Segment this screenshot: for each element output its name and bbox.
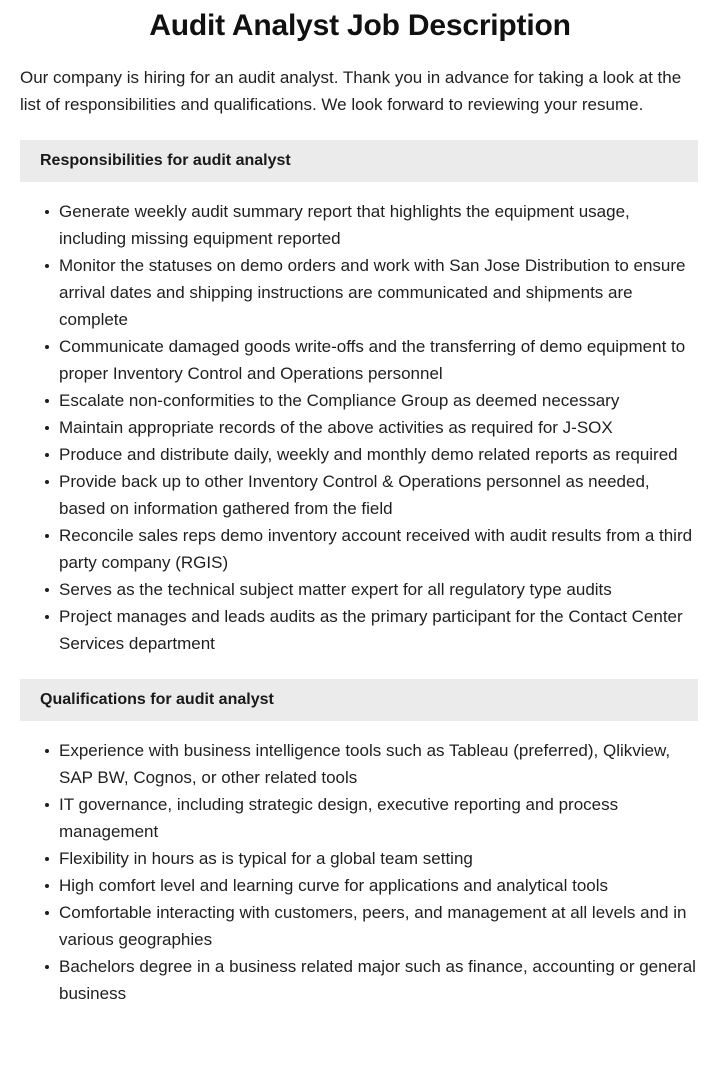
list-item: High comfort level and learning curve for applications and analytical tools bbox=[20, 872, 698, 899]
list-item: Escalate non-conformities to the Compliance Group as deemed necessary bbox=[20, 387, 698, 414]
list-item: Reconcile sales reps demo inventory account received with audit results from a third party company (RGIS) bbox=[20, 522, 698, 576]
list-item: IT governance, including strategic design, executive reporting and process management bbox=[20, 791, 698, 845]
list-item: Flexibility in hours as is typical for a global team setting bbox=[20, 845, 698, 872]
responsibilities-section bbox=[0, 140, 720, 657]
list-item: Communicate damaged goods write-offs and the transferring of demo equipment to proper Inventory Control and Operations personnel bbox=[20, 333, 698, 387]
list-item: Generate weekly audit summary report that highlights the equipment usage, including missing equipment reported bbox=[20, 198, 698, 252]
qualifications-list bbox=[0, 721, 720, 1007]
list-item: Project manages and leads audits as the primary participant for the Contact Center Services department bbox=[20, 603, 698, 657]
list-item: Serves as the technical subject matter expert for all regulatory type audits bbox=[20, 576, 698, 603]
list-item: Experience with business intelligence tools such as Tableau (preferred), Qlikview, SAP BW, Cognos, or other related tools bbox=[20, 737, 698, 791]
list-item: Provide back up to other Inventory Control & Operations personnel as needed, based on information gathered from the field bbox=[20, 468, 698, 522]
list-item: Maintain appropriate records of the above activities as required for J-SOX bbox=[20, 414, 698, 441]
responsibilities-section-header bbox=[20, 140, 698, 182]
qualifications-section bbox=[0, 679, 720, 1007]
qualifications-section-header bbox=[20, 679, 698, 721]
intro-paragraph: Our company is hiring for an audit analyst. Thank you in advance for taking a look at the list of responsibilities and qualifications. We look forward to reviewing your resume. bbox=[20, 68, 682, 114]
list-item: Bachelors degree in a business related major such as finance, accounting or general business bbox=[20, 953, 698, 1007]
responsibilities-list bbox=[0, 182, 720, 657]
page-bottom-spacer bbox=[0, 1007, 720, 1023]
page-title: Audit Analyst Job Description bbox=[149, 9, 571, 42]
responsibilities-section-header-label: Responsibilities for audit analyst bbox=[40, 152, 291, 169]
qualifications-section-header-label: Qualifications for audit analyst bbox=[40, 691, 274, 708]
list-item: Monitor the statuses on demo orders and work with San Jose Distribution to ensure arrival dates and shipping instructions are communicated and shipments are complete bbox=[20, 252, 698, 333]
list-item: Comfortable interacting with customers, peers, and management at all levels and in various geographies bbox=[20, 899, 698, 953]
list-item: Produce and distribute daily, weekly and monthly demo related reports as required bbox=[20, 441, 698, 468]
